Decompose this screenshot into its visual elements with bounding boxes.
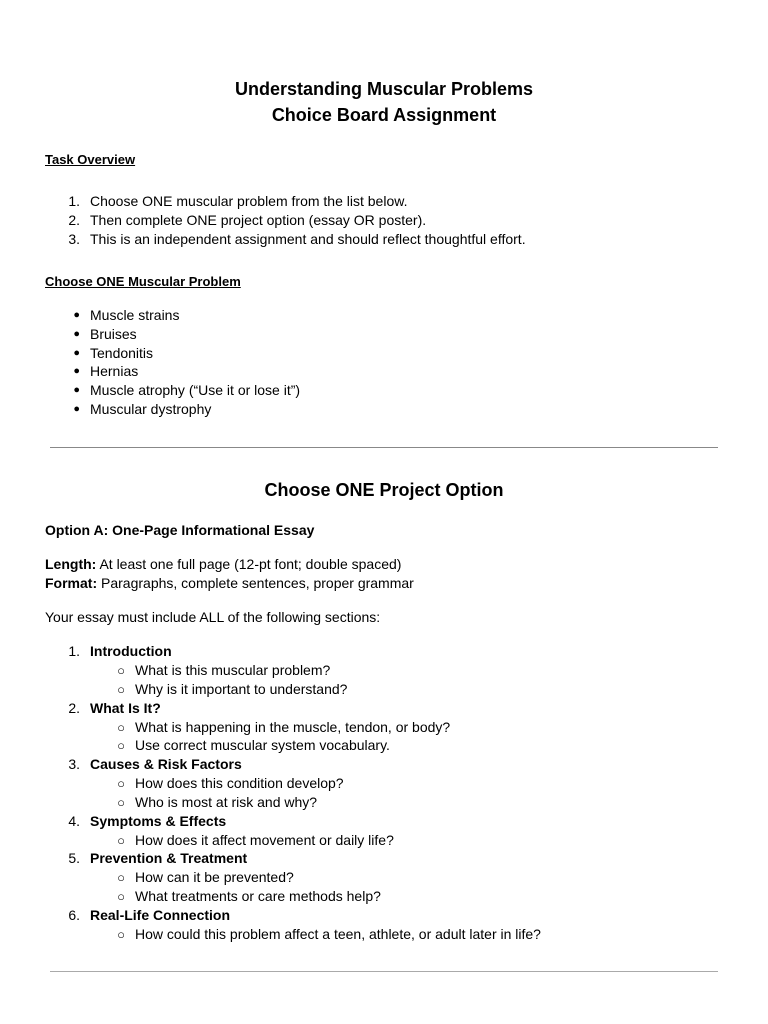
problem-item-text: Muscular dystrophy [90,401,212,417]
circle-bullet-icon: ○ [117,870,125,885]
length-label: Length: [45,556,97,572]
task-overview-item-text: Choose ONE muscular problem from the list below. [90,193,408,209]
circle-bullet-icon: ○ [117,889,125,904]
problem-item-text: Tendonitis [90,345,154,361]
list-number: 3. [68,756,80,772]
list-number: 3. [68,231,80,247]
bullet-icon: ● [73,403,80,415]
list-number: 5. [68,850,80,866]
list-number: 4. [68,813,80,829]
essay-subitem-text: Why is it important to understand? [135,681,348,697]
problem-item-text: Muscle atrophy (“Use it or lose it”) [90,382,301,398]
list-number: 2. [68,212,80,228]
essay-section-title: Introduction [90,643,172,659]
bullet-icon: ● [73,384,80,396]
essay-section-title: Symptoms & Effects [90,813,227,829]
task-overview-item-text: Then complete ONE project option (essay OR poster). [90,212,427,228]
option-a-title: Option A: One-Page Informational Essay [45,522,315,538]
list-number: 2. [68,700,80,716]
essay-subitem-text: How does it affect movement or daily life? [135,832,394,848]
essay-subitem-text: How does this condition develop? [135,775,344,791]
project-option-heading: Choose ONE Project Option [264,480,504,500]
format-value: Paragraphs, complete sentences, proper grammar [97,575,414,591]
bullet-icon: ● [73,347,80,359]
essay-subitem-text: Who is most at risk and why? [135,794,318,810]
circle-bullet-icon: ○ [117,795,125,810]
bullet-icon: ● [73,309,80,321]
essay-subitem-text: What treatments or care methods help? [135,888,381,904]
problem-item-text: Bruises [90,326,137,342]
circle-bullet-icon: ○ [117,738,125,753]
essay-section-title: Prevention & Treatment [90,850,248,866]
essay-subitem-text: How can it be prevented? [135,869,294,885]
problem-item-text: Muscle strains [90,307,180,323]
essay-subitem-text: What is this muscular problem? [135,662,331,678]
section-divider [50,447,718,448]
essay-subitem-text: How could this problem affect a teen, athlete, or adult later in life? [135,926,541,942]
essay-section-title: Real-Life Connection [90,907,231,923]
format-line [45,574,414,593]
list-number: 1. [68,193,80,209]
task-overview-heading: Task Overview [45,152,136,167]
circle-bullet-icon: ○ [117,720,125,735]
essay-subitem-text: Use correct muscular system vocabulary. [135,737,390,753]
length-value: At least one full page (12-pt font; double spaced) [96,556,402,572]
circle-bullet-icon: ○ [117,682,125,697]
essay-intro: Your essay must include ALL of the following sections: [45,609,381,625]
section-divider [50,971,718,972]
list-number: 6. [68,907,80,923]
circle-bullet-icon: ○ [117,833,125,848]
bullet-icon: ● [73,328,80,340]
essay-section-title: Causes & Risk Factors [90,756,242,772]
problem-item-text: Hernias [90,363,139,379]
length-line [45,555,401,574]
circle-bullet-icon: ○ [117,776,125,791]
task-overview-item-text: This is an independent assignment and should reflect thoughtful effort. [90,231,526,247]
document-title-line-1: Understanding Muscular Problems [234,79,534,99]
document-title-line-2: Choice Board Assignment [271,105,497,125]
circle-bullet-icon: ○ [117,663,125,678]
format-label: Format: [45,575,98,591]
circle-bullet-icon: ○ [117,927,125,942]
muscular-problem-heading: Choose ONE Muscular Problem [45,274,241,289]
essay-subitem-text: What is happening in the muscle, tendon, or body? [135,719,451,735]
bullet-icon: ● [73,365,80,377]
essay-section-title: What Is It? [90,700,161,716]
list-number: 1. [68,643,80,659]
